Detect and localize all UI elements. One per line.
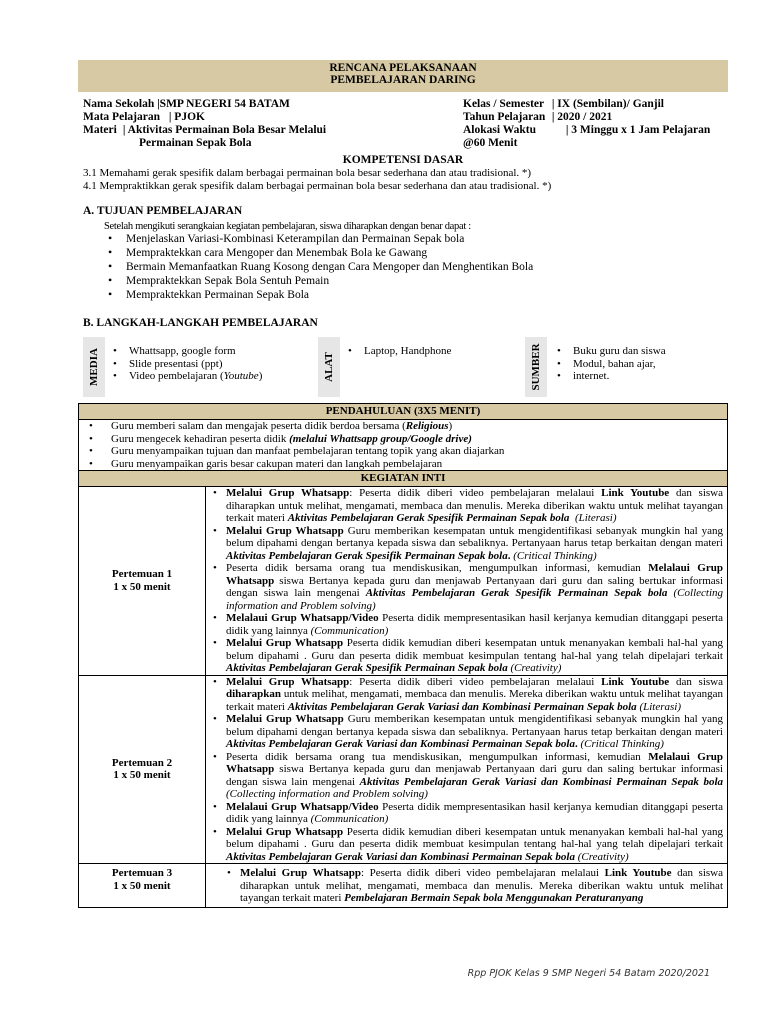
sumber-label: SUMBER <box>530 343 542 391</box>
pertemuan-1-row <box>79 487 728 676</box>
list-item: • Guru mengecek kehadiran peserta didik (melalui Whattsapp group/Google drive) <box>111 433 727 446</box>
tujuan-item: • Mempraktekkan cara Mengoper dan Menembak Bola ke Gawang <box>108 246 728 260</box>
sumber-list <box>551 345 721 383</box>
tujuan-item: • Bermain Memanfaatkan Ruang Kosong dengan Cara Mengoper dan Menghentikan Bola <box>108 260 728 274</box>
sekolah-label: Nama Sekolah <box>83 98 155 110</box>
page-footer: Rpp PJOK Kelas 9 SMP Negeri 54 Batam 2020/2021 <box>467 968 710 979</box>
kd-4-1: 4.1 Mempraktikkan gerak spesifik dalam berbagai permainan bola besar sederhana dan atau tradisional. *) <box>83 179 552 192</box>
media-list <box>107 345 307 383</box>
alokasi-value-2: @60 Menit <box>463 137 518 149</box>
list-item: • Melalui Grup Whatsapp Guru memberikan kesempatan untuk mengidentifikasi sebanyak mungkin hal yang belum dipahami dengan bertanya kepada siswa dan sebaliknya. Pertanyaan harus tetap berkaitan dengan materi Aktivitas Pembelajaran Gerak Variasi dan Kombinasi Permainan Sepak bola. (Critical Thinking) <box>226 713 723 751</box>
pendahuluan-cell <box>79 420 728 471</box>
pertemuan-1-label: Pertemuan 1 1 x 50 menit <box>79 487 206 676</box>
sumber-item: • internet. <box>551 370 721 383</box>
sumber-item: • Buku guru dan siswa <box>551 345 721 358</box>
media-item: • Video pembelajaran (Youtube) <box>107 370 307 383</box>
activities-table <box>78 403 728 908</box>
list-item: • Peserta didik bersama orang tua mendiskusikan, mengumpulkan informasi, kemudian Melalaui Grup Whatsapp siswa Bertanya kepada guru dan menjawab Pertanyaan dari guru dan saling bertukar informasi dengan siswa lain mengenai Aktivitas Pembelajaran Gerak Variasi dan Kombinasi Permainan Sepak bola (Collecting information and Problem solving) <box>226 751 723 801</box>
document-title-band <box>78 60 728 92</box>
list-item: • Guru memberi salam dan mengajak peserta didik berdoa bersama (Religious) <box>111 420 727 433</box>
kelas-value: IX (Sembilan)/ Ganjil <box>557 98 665 110</box>
media-label: MEDIA <box>88 348 100 386</box>
alat-item: • Laptop, Handphone <box>342 345 522 358</box>
list-item: • Melalui Grup Whatsapp: Peserta didik diberi video pembelajaran melalaui Link Youtube dan siswa diharapkan untuk melihat, mengamati, membaca dan menulis. Mereka diberikan waktu untuk melihat tayangan terkait materi Aktivitas Pembelajaran Gerak Variasi dan Kombinasi Permainan Sepak bola (Literasi) <box>226 676 723 714</box>
tahun-value: 2020 / 2021 <box>557 111 613 123</box>
title-line-2: PEMBELAJARAN DARING <box>330 74 476 86</box>
tujuan-item: • Mempraktekkan Permainan Sepak Bola <box>108 288 728 302</box>
langkah-header: B. LANGKAH-LANGKAH PEMBELAJARAN <box>83 317 318 329</box>
alat-label: ALAT <box>323 352 335 382</box>
pertemuan-1-activities <box>206 487 728 676</box>
tujuan-item: • Menjelaskan Variasi-Kombinasi Keterampilan dan Permainan Sepak bola <box>108 232 728 246</box>
list-item: • Melalui Grup Whatsapp: Peserta didik diberi video pembelajaran melalaui Link Youtube dan siswa diharapkan untuk melihat, mengamati, membaca dan menulis. Mereka diberikan waktu untuk melihat tayangan terkait materi Aktivitas Pembelajaran Gerak Spesifik Permainan Sepak bola (Literasi) <box>226 487 723 525</box>
kompetensi-title: KOMPETENSI DASAR <box>342 154 464 166</box>
media-label-box <box>83 337 105 397</box>
rpp-page <box>78 60 728 397</box>
sekolah-value: SMP NEGERI 54 BATAM <box>159 98 290 110</box>
materi-value: Aktivitas Permainan Bola Besar Melalui <box>127 124 327 136</box>
media-item: • Slide presentasi (ppt) <box>107 358 307 371</box>
pertemuan-2-activities <box>206 675 728 864</box>
kelas-label: Kelas / Semester <box>463 98 545 110</box>
materi-value-2: Permainan Sepak Bola <box>139 137 252 149</box>
tahun-label: Tahun Pelajaran <box>463 111 546 123</box>
tujuan-list <box>108 232 728 302</box>
list-item: • Melalaui Grup Whatsapp/Video Peserta didik mempresentasikan hasil kerjanya kemudian ditanggapi peserta didik yang lainnya (Communication) <box>226 612 723 637</box>
alat-list <box>342 345 522 358</box>
pendahuluan-list <box>79 420 727 470</box>
pertemuan-3-activities <box>206 864 728 908</box>
title-line-1: RENCANA PELAKSANAAN <box>329 62 477 74</box>
materi-label: Materi <box>83 124 117 136</box>
pertemuan-2-label: Pertemuan 2 1 x 50 menit <box>79 675 206 864</box>
list-item: • Melalaui Grup Whatsapp/Video Peserta didik mempresentasikan hasil kerjanya kemudian ditanggapi peserta didik yang lainnya (Communication) <box>226 801 723 826</box>
list-item: • Melalui Grup Whatsapp: Peserta didik diberi video pembelajaran melalaui Link Youtube dan siswa diharapkan untuk melihat, mengamati, membaca dan menulis. Mereka diberikan waktu untuk melihat tayangan terkait materi Pembelajaran Bermain Sepak bola Menggunakan Peraturanyang <box>240 867 723 905</box>
pertemuan-3-label: Pertemuan 3 1 x 50 menit <box>79 864 206 908</box>
kompetensi-list <box>83 167 728 192</box>
pendahuluan-title: PENDAHULUAN (3X5 MENIT) <box>79 404 728 420</box>
tujuan-intro: Setelah mengikuti serangkaian kegiatan pembelajaran, siswa diharapkan dengan benar dapat : <box>104 221 471 232</box>
kegiatan-inti-title: KEGIATAN INTI <box>79 471 728 487</box>
list-item: • Melalui Grup Whatsapp Peserta didik kemudian diberi kesempatan untuk menanyakan kembali hal-hal yang belum dipahami . Guru dan peserta didik membuat kesimpulan tentang hal-hal yang telah dipelajari terkait Aktivitas Pembelajaran Gerak Spesifik Permainan Sepak bola (Creativity) <box>226 637 723 675</box>
mapel-label: Mata Pelajaran <box>83 111 160 123</box>
pertemuan-2-row <box>79 675 728 864</box>
list-item: • Guru menyampaikan tujuan dan manfaat pembelajaran tentang topik yang akan diajarkan <box>111 445 727 458</box>
kd-3-1: 3.1 Memahami gerak spesifik dalam berbagai permainan bola besar sederhana dan atau tradisional. *) <box>83 167 532 179</box>
tujuan-header: A. TUJUAN PEMBELAJARAN <box>83 205 243 217</box>
list-item: • Melalui Grup Whatsapp Guru memberikan kesempatan untuk mengidentifikasi sebanyak mungkin hal yang belum dipahami dengan bertanya kepada siswa dan sebaliknya. Pertanyaan harus tetap berkaitan dengan materi Aktivitas Pembelajaran Gerak Spesifik Permainan Sepak bola. (Critical Thinking) <box>226 525 723 563</box>
pertemuan-3-row <box>79 864 728 908</box>
alokasi-value: 3 Minggu x 1 Jam Pelajaran <box>571 124 711 136</box>
alat-label-box <box>318 337 340 397</box>
sumber-item: • Modul, bahan ajar, <box>551 358 721 371</box>
sumber-label-box <box>525 337 547 397</box>
tujuan-item: • Mempraktekkan Sepak Bola Sentuh Pemain <box>108 274 728 288</box>
list-item: • Melalui Grup Whatsapp Peserta didik kemudian diberi kesempatan untuk menanyakan kembali hal-hal yang belum dipahami . Guru dan peserta didik membuat kesimpulan tentang hal-hal yang telah dipelajari terkait Aktivitas Pembelajaran Gerak Variasi dan Kombinasi Permainan Sepak bola (Creativity) <box>226 826 723 864</box>
alokasi-label: Alokasi Waktu <box>463 124 536 136</box>
identity-block: Nama Sekolah |SMP NEGERI 54 BATAM Mata Pelajaran | PJOK Materi | Aktivitas Permainan Bola Besar Melalui Permainan Sepak Bola Kelas / Semester | IX (Sembilan)/ Ganjil Tahun Pelajaran | 2020 / 2021 Alokasi Waktu | 3 Minggu x 1 Jam Pelajaran @60 Menit <box>83 98 711 149</box>
media-alat-sumber <box>78 337 728 397</box>
media-item: • Whattsapp, google form <box>107 345 307 358</box>
list-item: • Peserta didik bersama orang tua mendiskusikan, mengumpulkan informasi, kemudian Melalaui Grup Whatsapp siswa Bertanya kepada guru dan menjawab Pertanyaan dari guru dan saling bertukar informasi dengan siswa lain mengenai Aktivitas Pembelajaran Gerak Spesifik Permainan Sepak bola (Collecting information and Problem solving) <box>226 562 723 612</box>
mapel-value: PJOK <box>174 111 205 123</box>
list-item: • Guru menyampaikan garis besar cakupan materi dan langkah pembelajaran <box>111 458 727 471</box>
